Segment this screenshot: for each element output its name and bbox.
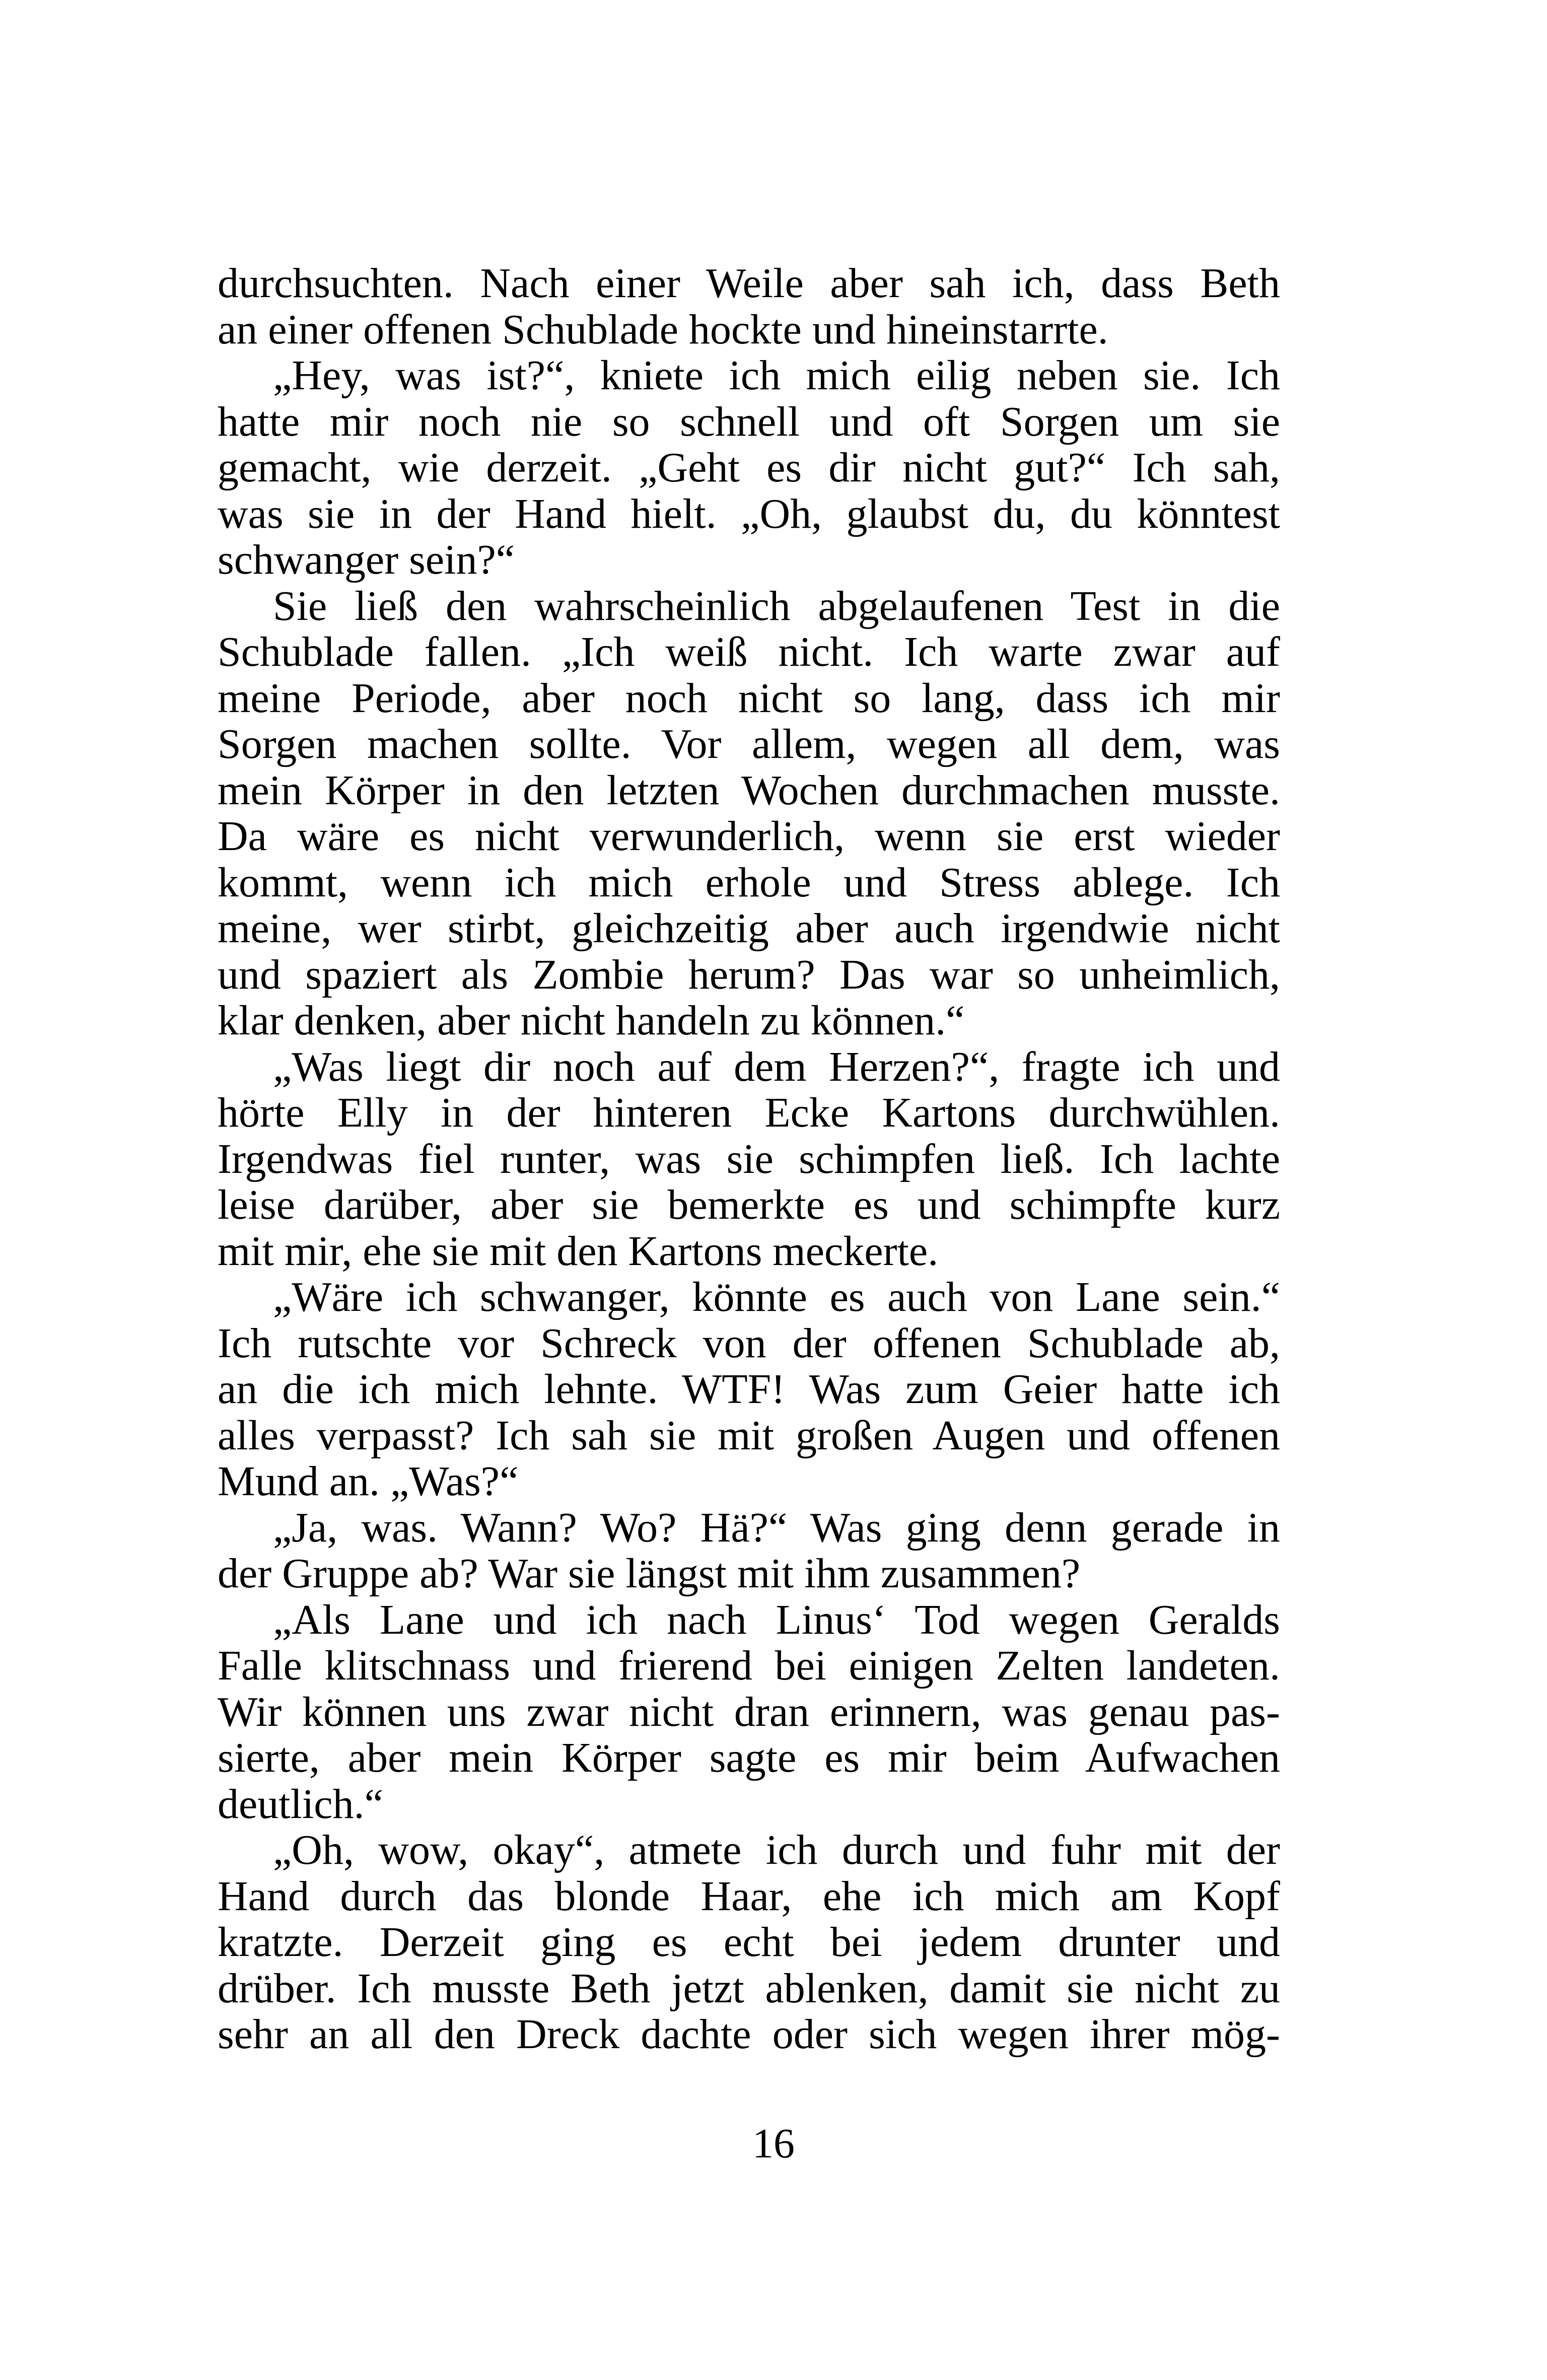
text-line: klar denken, aber nicht handeln zu können.“ [218,997,965,1044]
text-line: Da wäre es nicht verwunderlich, wenn sie erst wieder [218,813,1280,860]
text-line: Sie ließ den wahrscheinlich abgelaufenen Test in die [273,582,1280,629]
text-line: und spaziert als Zombie herum? Das war so unheimlich, [218,951,1280,998]
text-line: alles verpasst? Ich sah sie mit großen Augen und offenen [218,1412,1280,1459]
text-line: durchsuchten. Nach einer Weile aber sah ich, dass Beth [218,260,1280,307]
text-line: „Wäre ich schwanger, könnte es auch von Lane sein.“ [273,1274,1280,1320]
text-line: Falle klitschnass und frierend bei einigen Zelten landeten. [218,1642,1280,1689]
text-line: was sie in der Hand hielt. „Oh, glaubst du, du könntest [218,490,1280,537]
text-line: leise darüber, aber sie bemerkte es und schimpfte kurz [218,1181,1280,1228]
text-line: „Ja, was. Wann? Wo? Hä?“ Was ging denn gerade in [273,1504,1280,1551]
text-line: Wir können uns zwar nicht dran erinnern, was genau pas- [218,1688,1280,1735]
text-line: schwanger sein?“ [218,536,515,583]
text-line: Mund an. „Was?“ [218,1458,519,1505]
text-line: „Was liegt dir noch auf dem Herzen?“, fragte ich und [273,1043,1280,1090]
text-line: kommt, wenn ich mich erhole und Stress ablege. Ich [218,859,1280,906]
text-line: an einer offenen Schublade hockte und hineinstarrte. [218,306,1108,353]
text-line: meine, wer stirbt, gleichzeitig aber auch irgendwie nicht [218,905,1280,952]
text-line: „Als Lane und ich nach Linus‘ Tod wegen Geralds [273,1596,1280,1643]
text-line: Ich rutschte vor Schreck von der offenen Schublade ab, [218,1319,1280,1367]
text-line: Sorgen machen sollte. Vor allem, wegen all dem, was [218,721,1280,767]
text-line: sehr an all den Dreck dachte oder sich wegen ihrer mög- [218,2011,1280,2058]
text-line: Irgendwas fiel runter, was sie schimpfen ließ. Ich lachte [218,1135,1280,1182]
text-line: mit mir, ehe sie mit den Kartons meckerte. [218,1227,939,1275]
body-text [218,260,1280,2058]
text-line: hörte Elly in der hinteren Ecke Kartons durchwühlen. [218,1089,1280,1136]
text-line: an die ich mich lehnte. WTF! Was zum Geier hatte ich [218,1366,1280,1413]
text-line: Hand durch das blonde Haar, ehe ich mich am Kopf [218,1872,1280,1920]
text-line: „Hey, was ist?“, kniete ich mich eilig neben sie. Ich [273,352,1280,399]
text-line: sierte, aber mein Körper sagte es mir beim Aufwachen [218,1734,1280,1781]
text-line: kratzte. Derzeit ging es echt bei jedem drunter und [218,1919,1280,1966]
text-line: mein Körper in den letzten Wochen durchmachen musste. [218,766,1280,814]
text-line: meine Periode, aber noch nicht so lang, dass ich mir [218,674,1280,722]
text-line: hatte mir noch nie so schnell und oft Sorgen um sie [218,398,1280,445]
text-line: gemacht, wie derzeit. „Geht es dir nicht gut?“ Ich sah, [218,444,1280,491]
text-line: drüber. Ich musste Beth jetzt ablenken, damit sie nicht zu [218,1965,1280,2012]
text-line: „Oh, wow, okay“, atmete ich durch und fuhr mit der [273,1827,1280,1873]
text-line: der Gruppe ab? War sie längst mit ihm zusammen? [218,1550,1081,1597]
text-line: deutlich.“ [218,1780,383,1828]
page-number: 16 [752,2120,795,2167]
text-line: Schublade fallen. „Ich weiß nicht. Ich warte zwar auf [218,628,1280,675]
